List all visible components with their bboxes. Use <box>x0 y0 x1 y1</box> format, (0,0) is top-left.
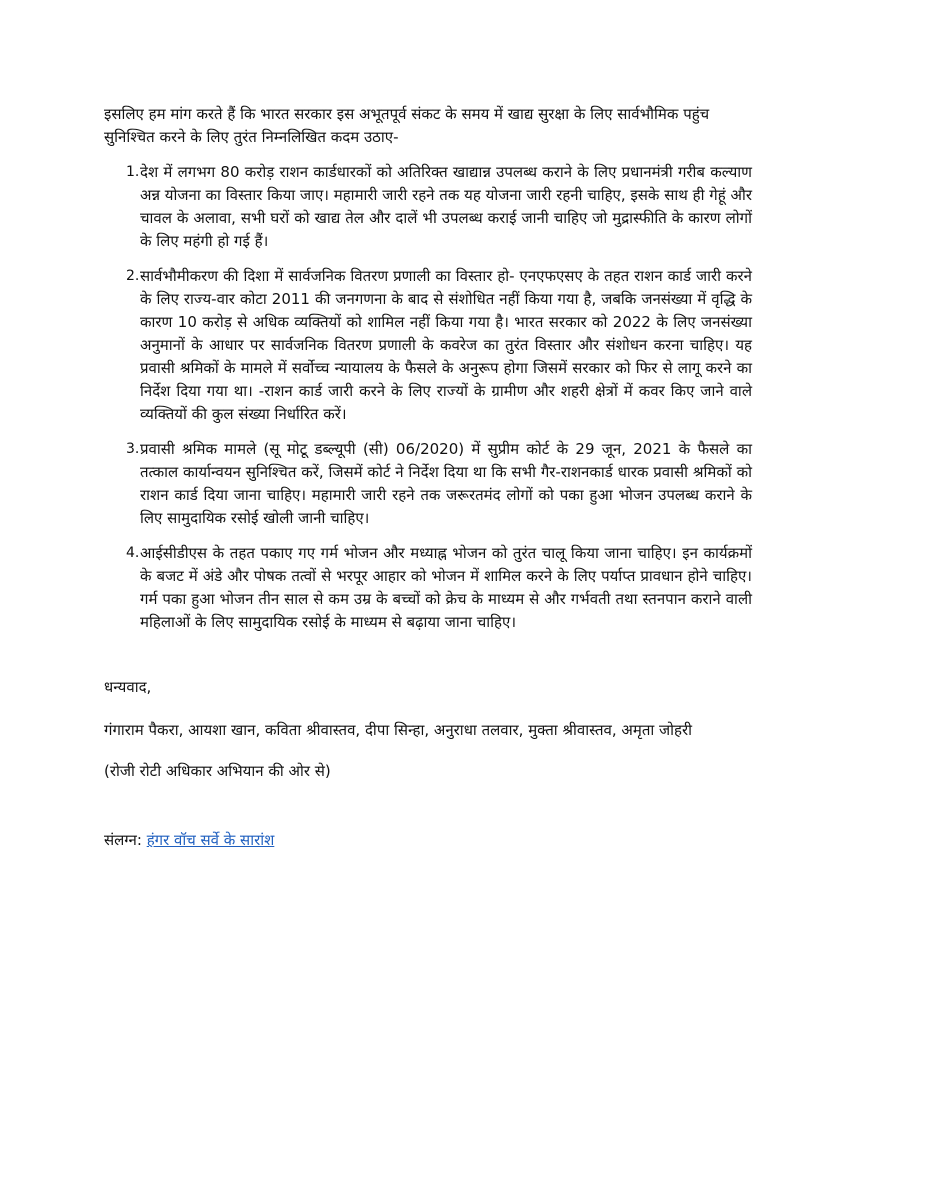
thanks-line: धन्यवाद, <box>104 678 152 696</box>
demand-text: सार्वभौमीकरण की दिशा में सार्वजनिक वितरण प्रणाली का विस्तार हो- एनएफएसए के तहत राशन कार्ड जारी करने के लिए राज्य-वार कोटा 2011 की जनगणना के बाद से संशोधित नहीं किया गया है, जबकि जनसंख्या में वृद्धि के कारण 10 करोड़ से अधिक व्यक्तियों को शामिल नहीं किया गया है। भारत सरकार को 2022 के लिए जनसंख्या अनुमानों के आधार पर सार्वजनिक वितरण प्रणाली के कवरेज का तुरंत विस्तार और संशोधन करना चाहिए। यह प्रवासी श्रमिकों के मामले में सर्वोच्च न्यायालय के फैसले के अनुरूप होगा जिसमें सरकार को फिर से लागू करने का निर्देश दिया गया था। -राशन कार्ड जारी करने के लिए राज्यों के ग्रामीण और शहरी क्षेत्रों में कवर किए जाने वाले व्यक्तियों की कुल संख्या निर्धारित करें। <box>140 267 752 423</box>
document-page <box>104 103 752 852</box>
demand-text: प्रवासी श्रमिक मामले (सू मोटू डब्ल्यूपी (सी) 06/2020) में सुप्रीम कोर्ट के 29 जून, 2021 के फैसले का तत्काल कार्यान्वयन सुनिश्चित करें, जिसमें कोर्ट ने निर्देश दिया था कि सभी गैर-राशनकार्ड धारक प्रवासी श्रमिकों को राशन कार्ड दिया जाना चाहिए। महामारी जारी रहने तक जरूरतमंद लोगों को पका हुआ भोजन उपलब्ध कराने के लिए सामुदायिक रसोई खोली जानी चाहिए। <box>140 440 752 527</box>
demand-text: देश में लगभग 80 करोड़ राशन कार्डधारकों को अतिरिक्त खाद्यान्न उपलब्ध कराने के लिए प्रधानमंत्री गरीब कल्याण अन्न योजना का विस्तार किया जाए। महामारी जारी रहने तक यह योजना जारी रहनी चाहिए, इसके साथ ही गेहूं और चावल के अलावा, सभी घरों को खाद्य तेल और दालें भी उपलब्ध कराई जानी चाहिए जो मुद्रास्फीति के कारण लोगों के लिए महंगी हो गई हैं। <box>140 163 752 250</box>
attachment-label: संलग्न: <box>104 831 142 849</box>
demand-number: 3. <box>126 441 140 457</box>
demand-number: 4. <box>126 545 140 561</box>
intro-paragraph: इसलिए हम मांग करते हैं कि भारत सरकार इस अभूतपूर्व संकट के समय में खाद्य सुरक्षा के लिए सार्वभौमिक पहुंच सुनिश्चित करने के लिए तुरंत निम्नलिखित कदम उठाए- <box>104 105 710 146</box>
demand-item-2 <box>104 265 752 426</box>
attachment-link[interactable]: हंगर वॉच सर्वे के सारांश <box>146 831 275 849</box>
demands-list <box>104 161 752 634</box>
demand-text: आईसीडीएस के तहत पकाए गए गर्म भोजन और मध्याह्न भोजन को तुरंत चालू किया जाना चाहिए। इन कार्यक्रमों के बजट में अंडे और पोषक तत्वों से भरपूर आहार को भोजन में शामिल करने के लिए पर्याप्त प्रावधान होने चाहिए। गर्म पका हुआ भोजन तीन साल से कम उम्र के बच्चों को क्रेच के माध्यम से और गर्भवती तथा स्तनपान कराने वाली महिलाओं के लिए सामुदायिक रसोई के माध्यम से बढ़ाया जाना चाहिए। <box>140 544 752 631</box>
demand-item-3 <box>104 438 752 530</box>
demand-number: 2. <box>126 268 140 284</box>
organization-line: (रोजी रोटी अधिकार अभियान की ओर से) <box>104 762 331 780</box>
attachment-line <box>104 829 752 852</box>
demand-item-4 <box>104 542 752 634</box>
demand-number: 1. <box>126 164 140 180</box>
signatories-line: गंगाराम पैकरा, आयशा खान, कविता श्रीवास्तव, दीपा सिन्हा, अनुराधा तलवार, मुक्ता श्रीवास्तव, अमृता जोहरी <box>104 721 693 739</box>
demand-item-1 <box>104 161 752 253</box>
